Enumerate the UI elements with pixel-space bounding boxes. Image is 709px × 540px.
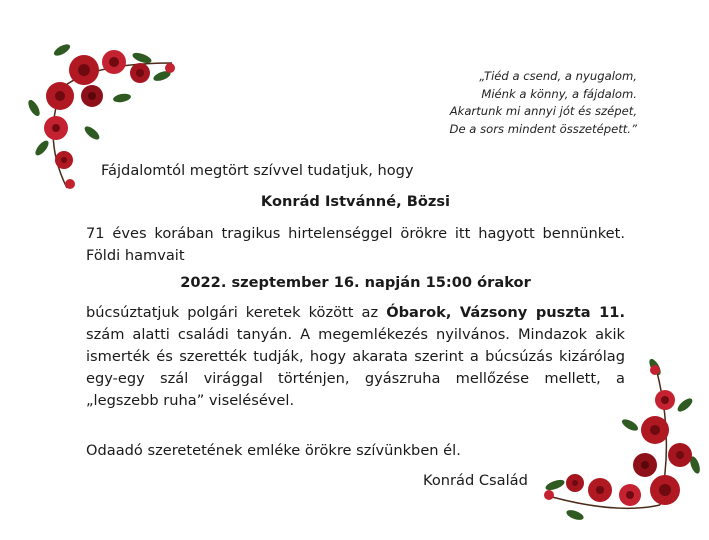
closing-line: Odaadó szeretetének emléke örökre szívünkben él. [86, 442, 461, 459]
ceremony-date: 2022. szeptember 16. napján 15:00 órakor [180, 274, 531, 291]
poem-line: Akartunk mi annyi jót és szépet, [449, 104, 637, 118]
signature: Konrád Család [423, 472, 528, 489]
poem-line: Miénk a könny, a fájdalom. [481, 86, 637, 101]
deceased-name: Konrád Istvánné, Bözsi [260, 193, 451, 210]
paragraph-ceremony-details [86, 302, 625, 412]
poem-line: „Tiéd a csend, a nyugalom, [479, 69, 637, 83]
ceremony-text-end: szám alatti családi tanyán. A megemlékezés nyilvános. Mindazok akik ismerték és szerették tudják, hogy akarata szerint a búcsúzás kizárólag egy-egy szál virággal történjen, gyászruha mellőzése mellett, a „legszebb ruha” viselésével. [86, 326, 625, 409]
poem-line: De a sors mindent összetépett.” [449, 121, 637, 136]
ceremony-text-start: búcsúztatjuk polgári keretek között az [86, 304, 379, 321]
ceremony-location: Óbarok, Vázsony puszta 11. [386, 304, 626, 321]
intro-text: Fájdalomtól megtört szívvel tudatjuk, hogy [101, 162, 414, 179]
paragraph-announcement: 71 éves korában tragikus hirtelenséggel örökre itt hagyott bennünket. Földi hamvait [86, 225, 625, 264]
poem [450, 68, 637, 138]
